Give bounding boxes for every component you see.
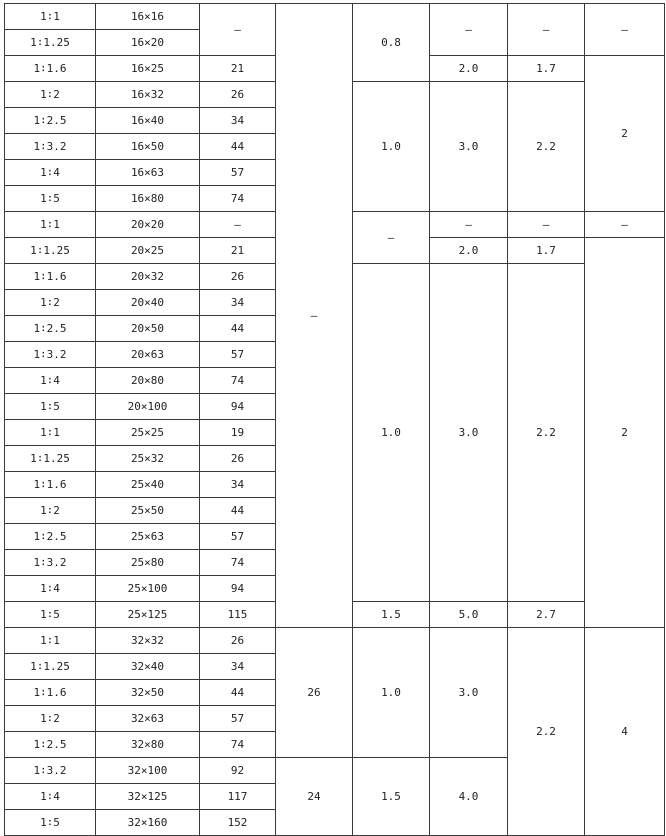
value-cell: 74 <box>200 732 276 758</box>
table-row <box>5 628 665 654</box>
ratio-cell: 1∶4 <box>5 576 96 602</box>
value-cell: — <box>430 212 508 238</box>
ratio-cell: 1∶3.2 <box>5 550 96 576</box>
ratio-cell: 1∶2 <box>5 290 96 316</box>
size-cell: 16×40 <box>96 108 200 134</box>
size-cell: 16×32 <box>96 82 200 108</box>
ratio-cell: 1∶1 <box>5 4 96 30</box>
size-cell: 25×125 <box>96 602 200 628</box>
ratio-cell: 1∶5 <box>5 810 96 836</box>
ratio-cell: 1∶2.5 <box>5 108 96 134</box>
ratio-cell: 1∶1.6 <box>5 472 96 498</box>
ratio-cell: 1∶2.5 <box>5 316 96 342</box>
value-cell: 74 <box>200 550 276 576</box>
value-cell: 74 <box>200 186 276 212</box>
ratio-cell: 1∶1.25 <box>5 654 96 680</box>
value-cell: 26 <box>200 628 276 654</box>
value-cell: 74 <box>200 368 276 394</box>
value-cell: 44 <box>200 498 276 524</box>
size-cell: 32×50 <box>96 680 200 706</box>
merged-cell: — <box>508 4 585 56</box>
value-cell: — <box>200 4 276 56</box>
value-cell: 2.7 <box>508 602 585 628</box>
size-cell: 20×100 <box>96 394 200 420</box>
merged-cell: 2.2 <box>508 628 585 836</box>
ratio-cell: 1∶2.5 <box>5 524 96 550</box>
value-cell: 94 <box>200 394 276 420</box>
merged-cell: 1.0 <box>353 628 430 758</box>
ratio-cell: 1∶2 <box>5 82 96 108</box>
ratio-cell: 1∶1.25 <box>5 238 96 264</box>
value-cell: 44 <box>200 134 276 160</box>
value-cell: 21 <box>200 238 276 264</box>
merged-cell: 1.0 <box>353 82 430 212</box>
spec-table <box>4 3 665 836</box>
size-cell: 25×80 <box>96 550 200 576</box>
value-cell: 26 <box>200 446 276 472</box>
ratio-cell: 1∶2 <box>5 498 96 524</box>
ratio-cell: 1∶1.6 <box>5 680 96 706</box>
value-cell: 5.0 <box>430 602 508 628</box>
merged-cell: 24 <box>276 758 353 836</box>
merged-cell: — <box>276 4 353 628</box>
size-cell: 16×25 <box>96 56 200 82</box>
size-cell: 16×20 <box>96 30 200 56</box>
size-cell: 25×63 <box>96 524 200 550</box>
size-cell: 25×50 <box>96 498 200 524</box>
ratio-cell: 1∶5 <box>5 394 96 420</box>
size-cell: 32×32 <box>96 628 200 654</box>
value-cell: 115 <box>200 602 276 628</box>
ratio-cell: 1∶1.6 <box>5 264 96 290</box>
ratio-cell: 1∶1.25 <box>5 30 96 56</box>
ratio-cell: 1∶4 <box>5 368 96 394</box>
size-cell: 32×80 <box>96 732 200 758</box>
merged-cell: — <box>430 4 508 56</box>
value-cell: 21 <box>200 56 276 82</box>
ratio-cell: 1∶1 <box>5 212 96 238</box>
value-cell: 57 <box>200 342 276 368</box>
size-cell: 32×100 <box>96 758 200 784</box>
merged-cell: 3.0 <box>430 628 508 758</box>
ratio-cell: 1∶3.2 <box>5 342 96 368</box>
value-cell: 1.7 <box>508 238 585 264</box>
merged-cell: 26 <box>276 628 353 758</box>
size-cell: 25×100 <box>96 576 200 602</box>
merged-cell: 2 <box>585 238 665 628</box>
value-cell: 2.0 <box>430 238 508 264</box>
size-cell: 16×50 <box>96 134 200 160</box>
size-cell: 32×40 <box>96 654 200 680</box>
value-cell: 1.5 <box>353 602 430 628</box>
size-cell: 25×25 <box>96 420 200 446</box>
ratio-cell: 1∶3.2 <box>5 134 96 160</box>
size-cell: 20×20 <box>96 212 200 238</box>
value-cell: 57 <box>200 160 276 186</box>
value-cell: 34 <box>200 472 276 498</box>
value-cell: 2.0 <box>430 56 508 82</box>
ratio-cell: 1∶1.6 <box>5 56 96 82</box>
merged-cell: — <box>353 212 430 264</box>
size-cell: 20×25 <box>96 238 200 264</box>
value-cell: 92 <box>200 758 276 784</box>
ratio-cell: 1∶2.5 <box>5 732 96 758</box>
ratio-cell: 1∶1 <box>5 628 96 654</box>
merged-cell: 4 <box>585 628 665 836</box>
ratio-cell: 1∶2 <box>5 706 96 732</box>
value-cell: 34 <box>200 108 276 134</box>
merged-cell: 1.5 <box>353 758 430 836</box>
size-cell: 16×63 <box>96 160 200 186</box>
table-row <box>5 4 665 30</box>
size-cell: 25×32 <box>96 446 200 472</box>
size-cell: 32×160 <box>96 810 200 836</box>
merged-cell: 3.0 <box>430 264 508 602</box>
ratio-cell: 1∶1 <box>5 420 96 446</box>
value-cell: — <box>508 212 585 238</box>
value-cell: 34 <box>200 290 276 316</box>
merged-cell: — <box>585 4 665 56</box>
merged-cell: 1.0 <box>353 264 430 602</box>
ratio-cell: 1∶4 <box>5 160 96 186</box>
value-cell: 152 <box>200 810 276 836</box>
value-cell: 44 <box>200 316 276 342</box>
ratio-cell: 1∶5 <box>5 186 96 212</box>
ratio-cell: 1∶1.25 <box>5 446 96 472</box>
value-cell: 19 <box>200 420 276 446</box>
value-cell: 94 <box>200 576 276 602</box>
size-cell: 20×50 <box>96 316 200 342</box>
merged-cell: 2.2 <box>508 82 585 212</box>
size-cell: 25×40 <box>96 472 200 498</box>
value-cell: 57 <box>200 706 276 732</box>
value-cell: 34 <box>200 654 276 680</box>
merged-cell: 2 <box>585 56 665 212</box>
value-cell: 26 <box>200 82 276 108</box>
size-cell: 20×80 <box>96 368 200 394</box>
size-cell: 20×40 <box>96 290 200 316</box>
merged-cell: 0.8 <box>353 4 430 82</box>
value-cell: 117 <box>200 784 276 810</box>
value-cell: 57 <box>200 524 276 550</box>
size-cell: 16×80 <box>96 186 200 212</box>
size-cell: 20×32 <box>96 264 200 290</box>
merged-cell: 3.0 <box>430 82 508 212</box>
ratio-cell: 1∶3.2 <box>5 758 96 784</box>
value-cell: — <box>200 212 276 238</box>
value-cell: 1.7 <box>508 56 585 82</box>
merged-cell: 2.2 <box>508 264 585 602</box>
size-cell: 16×16 <box>96 4 200 30</box>
value-cell: 44 <box>200 680 276 706</box>
ratio-cell: 1∶5 <box>5 602 96 628</box>
value-cell: — <box>585 212 665 238</box>
size-cell: 32×125 <box>96 784 200 810</box>
ratio-cell: 1∶4 <box>5 784 96 810</box>
size-cell: 32×63 <box>96 706 200 732</box>
merged-cell: 4.0 <box>430 758 508 836</box>
value-cell: 26 <box>200 264 276 290</box>
size-cell: 20×63 <box>96 342 200 368</box>
